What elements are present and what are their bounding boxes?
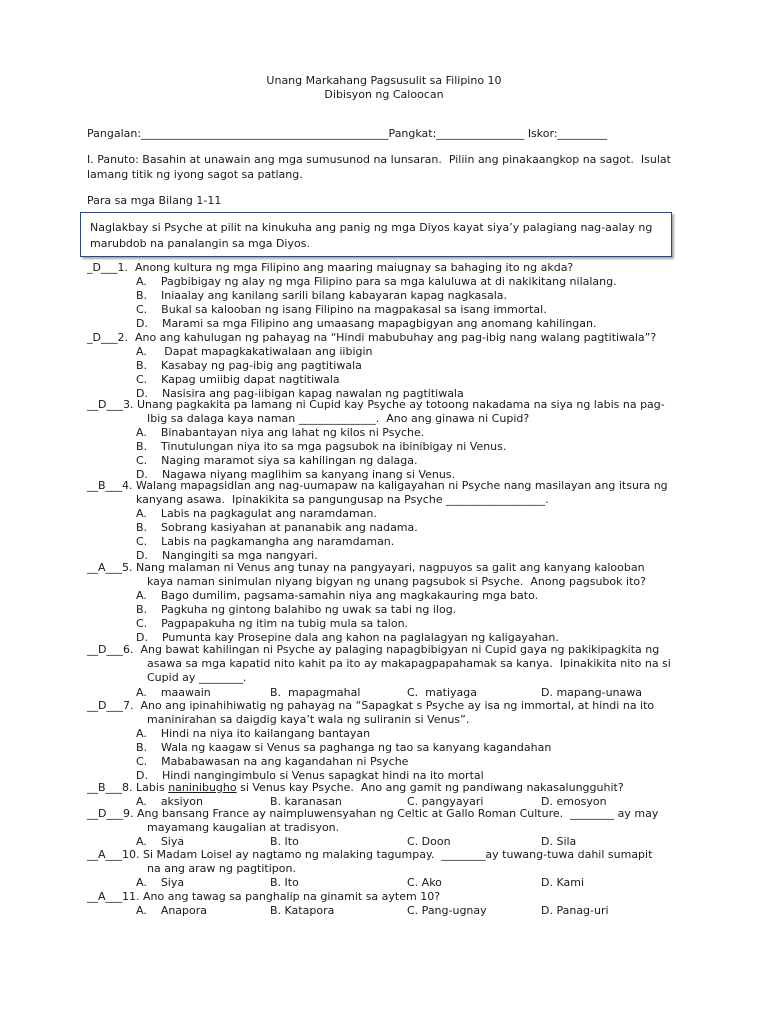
q9-choice-d: D. Sila [541,835,577,848]
q4-stem-line-1: __B___4. Walang mapagsidlan ang nag-uumapaw na kaligayahan ni Psyche nang masilayan ang itsura ng [87,479,668,492]
q3-choice-d: D. Nagawa niyang maglihim sa kanyang inang si Venus. [136,468,456,481]
q4-choice-d: D. Nangingiti sa mga nangyari. [136,549,318,562]
q4-choice-c: C. Labis na pagkamangha ang naramdaman. [136,535,395,548]
q6-choice-c: C. matiyaga [407,686,477,699]
q5-stem-line-2: kaya naman sinimulan niyang bigyan ng unang pagsubok si Psyche. Anong pagsubok ito? [147,575,646,588]
instructions-line-2: lamang titik ng iyong sagot sa patlang. [87,168,303,181]
q11-choice-c: C. Pang-ugnay [407,904,487,917]
exam-title: Unang Markahang Pagsusulit sa Filipino 10 [266,74,502,87]
q10-choice-d: D. Kami [541,876,584,889]
q9-stem-line-1: __D___9. Ang bansang France ay naimpluwensyahan ng Celtic at Gallo Roman Culture. ________ ay may [87,807,659,820]
q8-underlined-word: naninibugho [168,781,237,794]
q5-stem-line-1: __A___5. Nang malaman ni Venus ang tunay na pangyayari, nagpuyos sa galit ang kanyang kalooban [87,561,645,574]
q1-choice-b: B. Iniaalay ang kanilang sarili bilang kabayaran kapag nagkasala. [136,289,508,302]
q10-choice-b: B. Ito [270,876,299,889]
q8-stem-post: si Venus kay Psyche. Ano ang gamit ng pandiwang nakasalungguhit? [236,781,624,794]
passage-box [80,212,672,257]
q9-stem-line-2: mayamang kaugalian at tradisyon. [147,821,340,834]
q10-choice-a: A. Siya [136,876,185,889]
q6-stem-line-2: asawa sa mga kapatid nito kahit pa ito ay makapagpapahamak sa kanya. Ipinakikita nito na si [147,657,671,670]
q9-choice-b: B. Ito [270,835,299,848]
q1-choice-d: D. Marami sa mga Filipino ang umaasang mapagbigyan ang anomang kahilingan. [136,317,597,330]
q8-stem [87,781,624,794]
section-label: Para sa mga Bilang 1-11 [87,194,222,207]
q4-stem-line-2: kanyang asawa. Ipinakikita sa pangungusap na Psyche __________________. [136,493,549,506]
division-subtitle: Dibisyon ng Caloocan [324,88,444,101]
q3-stem-line-1: __D___3. Unang pagkakita pa lamang ni Cupid kay Psyche ay totoong nakadama na siya ng labis na pag- [87,398,665,411]
q8-choice-c: C. pangyayari [407,795,484,808]
q4-choice-a: A. Labis na pagkagulat ang naramdaman. [136,507,377,520]
q2-choice-c: C. Kapag umiibig dapat nagtitiwala [136,373,340,386]
q7-choice-c: C. Mababawasan na ang kagandahan ni Psyche [136,755,409,768]
q9-choice-a: A. Siya [136,835,185,848]
q4-choice-b: B. Sobrang kasiyahan at pananabik ang nadama. [136,521,418,534]
q7-choice-b: B. Wala ng kaagaw si Venus sa paghanga ng tao sa kanyang kagandahan [136,741,552,754]
q8-choice-a: A. aksiyon [136,795,203,808]
q7-choice-d: D. Hindi nangingimbulo si Venus sapagkat hindi na ito mortal [136,769,484,782]
q2-choice-b: B. Kasabay ng pag-ibig ang pagtitiwala [136,359,362,372]
q7-stem-line-2: maninirahan sa daigdig kaya’t wala ng suliranin si Venus”. [147,713,470,726]
q5-choice-a: A. Bago dumilim, pagsama-samahin niya ang magkakauring mga bato. [136,589,539,602]
passage-text: Naglakbay si Psyche at pilit na kinukuha ang panig ng mga Diyos kayat siya’y palagiang nag-aalay ng marubdob na panalangin sa mga Diyos. [90,221,653,250]
q3-choice-b: B. Tinutulungan niya ito sa mga pagsubok na ibinibigay ni Venus. [136,440,507,453]
instructions-line-1: I. Panuto: Basahin at unawain ang mga sumusunod na lunsaran. Piliin ang pinakaangkop na sagot. Isulat [87,153,671,166]
q3-choice-c: C. Naging maramot siya sa kahilingan ng dalaga. [136,454,418,467]
q8-choice-b: B. karanasan [270,795,342,808]
q7-stem-line-1: __D___7. Ano ang ipinahihiwatig ng pahayag na “Sapagkat s Psyche ay isa ng immortal, at hindi na ito [87,699,655,712]
q11-choice-b: B. Katapora [270,904,335,917]
q7-choice-a: A. Hindi na niya ito kailangang bantayan [136,727,371,740]
q9-choice-c: C. Doon [407,835,451,848]
q1-stem: _D___1. Anong kultura ng mga Filipino ang maaring maiugnay sa bahaging ito ng akda? [87,261,574,274]
q1-choice-c: C. Bukal sa kalooban ng isang Filipino na magpakasal sa isang immortal. [136,303,547,316]
q11-choice-a: A. Anapora [136,904,208,917]
q8-choice-d: D. emosyon [541,795,607,808]
q5-choice-d: D. Pumunta kay Prosepine dala ang kahon na paglalagyan ng kaligayahan. [136,631,559,644]
q6-stem-line-1: __D___6. Ang bawat kahilingan ni Psyche ay palaging napagbibigyan ni Cupid gaya ng pakikipagkita ng [87,643,660,656]
q5-choice-b: B. Pagkuha ng gintong balahibo ng uwak sa tabi ng ilog. [136,603,457,616]
q2-choice-d: D. Nasisira ang pag-iibigan kapag nawalan ng pagtitiwala [136,387,464,400]
q11-choice-d: D. Panag-uri [541,904,609,917]
q5-choice-c: C. Pagpapakuha ng itim na tubig mula sa talon. [136,617,409,630]
q3-choice-a: A. Binabantayan niya ang lahat ng kilos ni Psyche. [136,426,425,439]
q6-choice-d: D. mapang-unawa [541,686,642,699]
q6-stem-line-3: Cupid ay ________. [147,671,247,684]
q2-choice-a: A. Dapat mapagkakatiwalaan ang iibigin [136,345,373,358]
q8-stem-pre: __B___8. Labis [87,781,169,794]
student-info-line: Pangalan:_____________________________________________Pangkat:________________ Iskor:_________ [87,127,608,140]
q10-choice-c: C. Ako [407,876,442,889]
q3-stem-line-2: Ibig sa dalaga kaya naman ______________. Ano ang ginawa ni Cupid? [147,412,530,425]
q10-stem-line-1: __A___10. Si Madam Loisel ay nagtamo ng malaking tagumpay. ________ay tuwang-tuwa dahil sumapit [87,848,653,861]
q6-choice-a: A. maawain [136,686,211,699]
q6-choice-b: B. mapagmahal [270,686,361,699]
q1-choice-a: A. Pagbibigay ng alay ng mga Filipino para sa mga kaluluwa at di nakikitang nilalang. [136,275,617,288]
q10-stem-line-2: na ang araw ng pagtitipon. [147,862,296,875]
q2-stem: _D___2. Ano ang kahulugan ng pahayag na “Hindi mabubuhay ang pag-ibig nang walang pagtitiwala”? [87,331,657,344]
q11-stem: __A___11. Ano ang tawag sa panghalip na ginamit sa aytem 10? [87,890,441,903]
